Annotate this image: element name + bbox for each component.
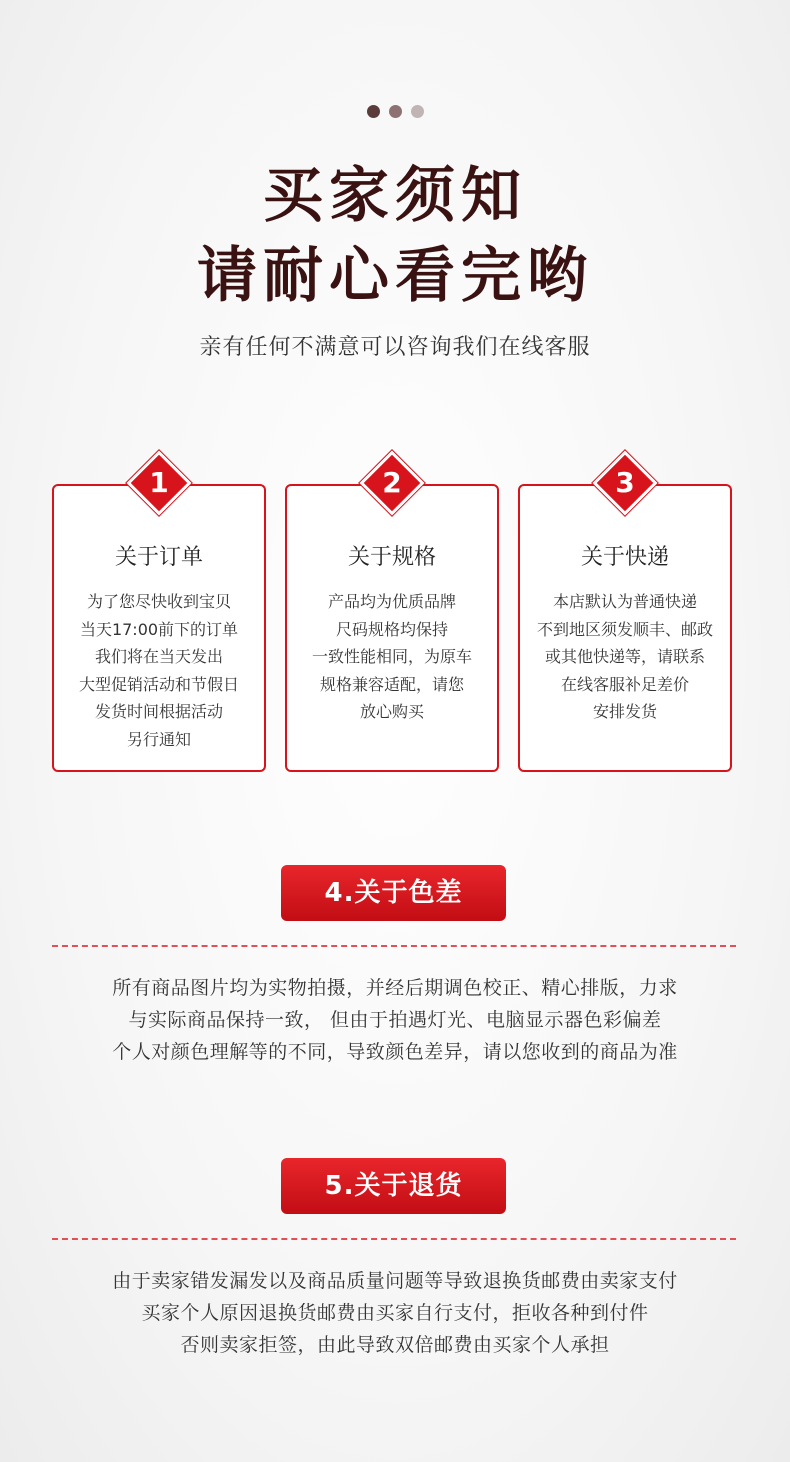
card-line: 当天17:00前下的订单 [79,619,239,639]
card-line: 另行通知 [126,729,191,749]
section-heading-returns: 5.关于退货 [281,1158,506,1214]
card-shipping [518,466,732,772]
badge-number: 1 [149,466,169,499]
page-subtitle: 亲有任何不满意可以咨询我们在线客服 [199,335,591,360]
card-line: 产品均为优质品牌 [327,592,456,611]
card-body [520,588,730,726]
card-body [54,588,264,753]
card-line: 发货时间根据活动 [94,702,223,721]
section-heading-color-difference: 4.关于色差 [281,865,506,921]
dot-2 [389,105,402,118]
card-line: 不到地区须发顺丰、邮政 [536,619,713,639]
dashed-divider [52,1238,736,1240]
card-line: 本店默认为普通快递 [552,592,697,611]
card-title: 关于规格 [347,545,436,570]
card-line: 在线客服补足差价 [560,674,689,694]
card-line: 我们将在当天发出 [94,647,223,666]
page-title-line2: 请耐心看完哟 [197,241,593,311]
card-spec [285,466,499,772]
section-body-returns [0,1265,790,1361]
card-title: 关于快递 [580,545,669,570]
card-line: 尺码规格均保持 [335,619,448,639]
number-badge [361,452,423,514]
page-title: 买家须知 [263,161,527,231]
section-line: 个人对颜色理解等的不同，导致颜色差异，请以您收到的商品为准 [112,1041,678,1063]
dot-3 [411,105,424,118]
card-line: 大型促销活动和节假日 [78,674,239,694]
card-body [287,588,497,726]
section-line: 买家个人原因退换货邮费由买家自行支付，拒收各种到付件 [141,1302,649,1324]
section-line: 否则卖家拒签，由此导致双倍邮费由买家个人承担 [180,1334,610,1356]
section-body-color-difference [0,972,790,1068]
card-line: 一致性能相同，为原车 [311,647,472,666]
dashed-divider [52,945,736,947]
card-line: 为了您尽快收到宝贝 [86,592,231,611]
card-line: 安排发货 [592,702,657,721]
section-line: 由于卖家错发漏发以及商品质量问题等导致退换货邮费由卖家支付 [112,1270,678,1292]
badge-number: 3 [615,466,635,499]
number-badge [594,452,656,514]
card-line: 或其他快递等，请联系 [544,647,705,666]
card-line: 规格兼容适配，请您 [319,674,464,694]
page-dots [0,105,790,118]
card-line: 放心购买 [359,702,424,721]
section-line: 所有商品图片均为实物拍摄，并经后期调色校正、精心排版，力求 [112,977,678,999]
section-line: 与实际商品保持一致， 但由于拍遇灯光、电脑显示器色彩偏差 [128,1009,662,1031]
badge-number: 2 [382,466,402,499]
card-title: 关于订单 [114,545,203,570]
number-badge [128,452,190,514]
card-order [52,466,266,772]
dot-1 [367,105,380,118]
